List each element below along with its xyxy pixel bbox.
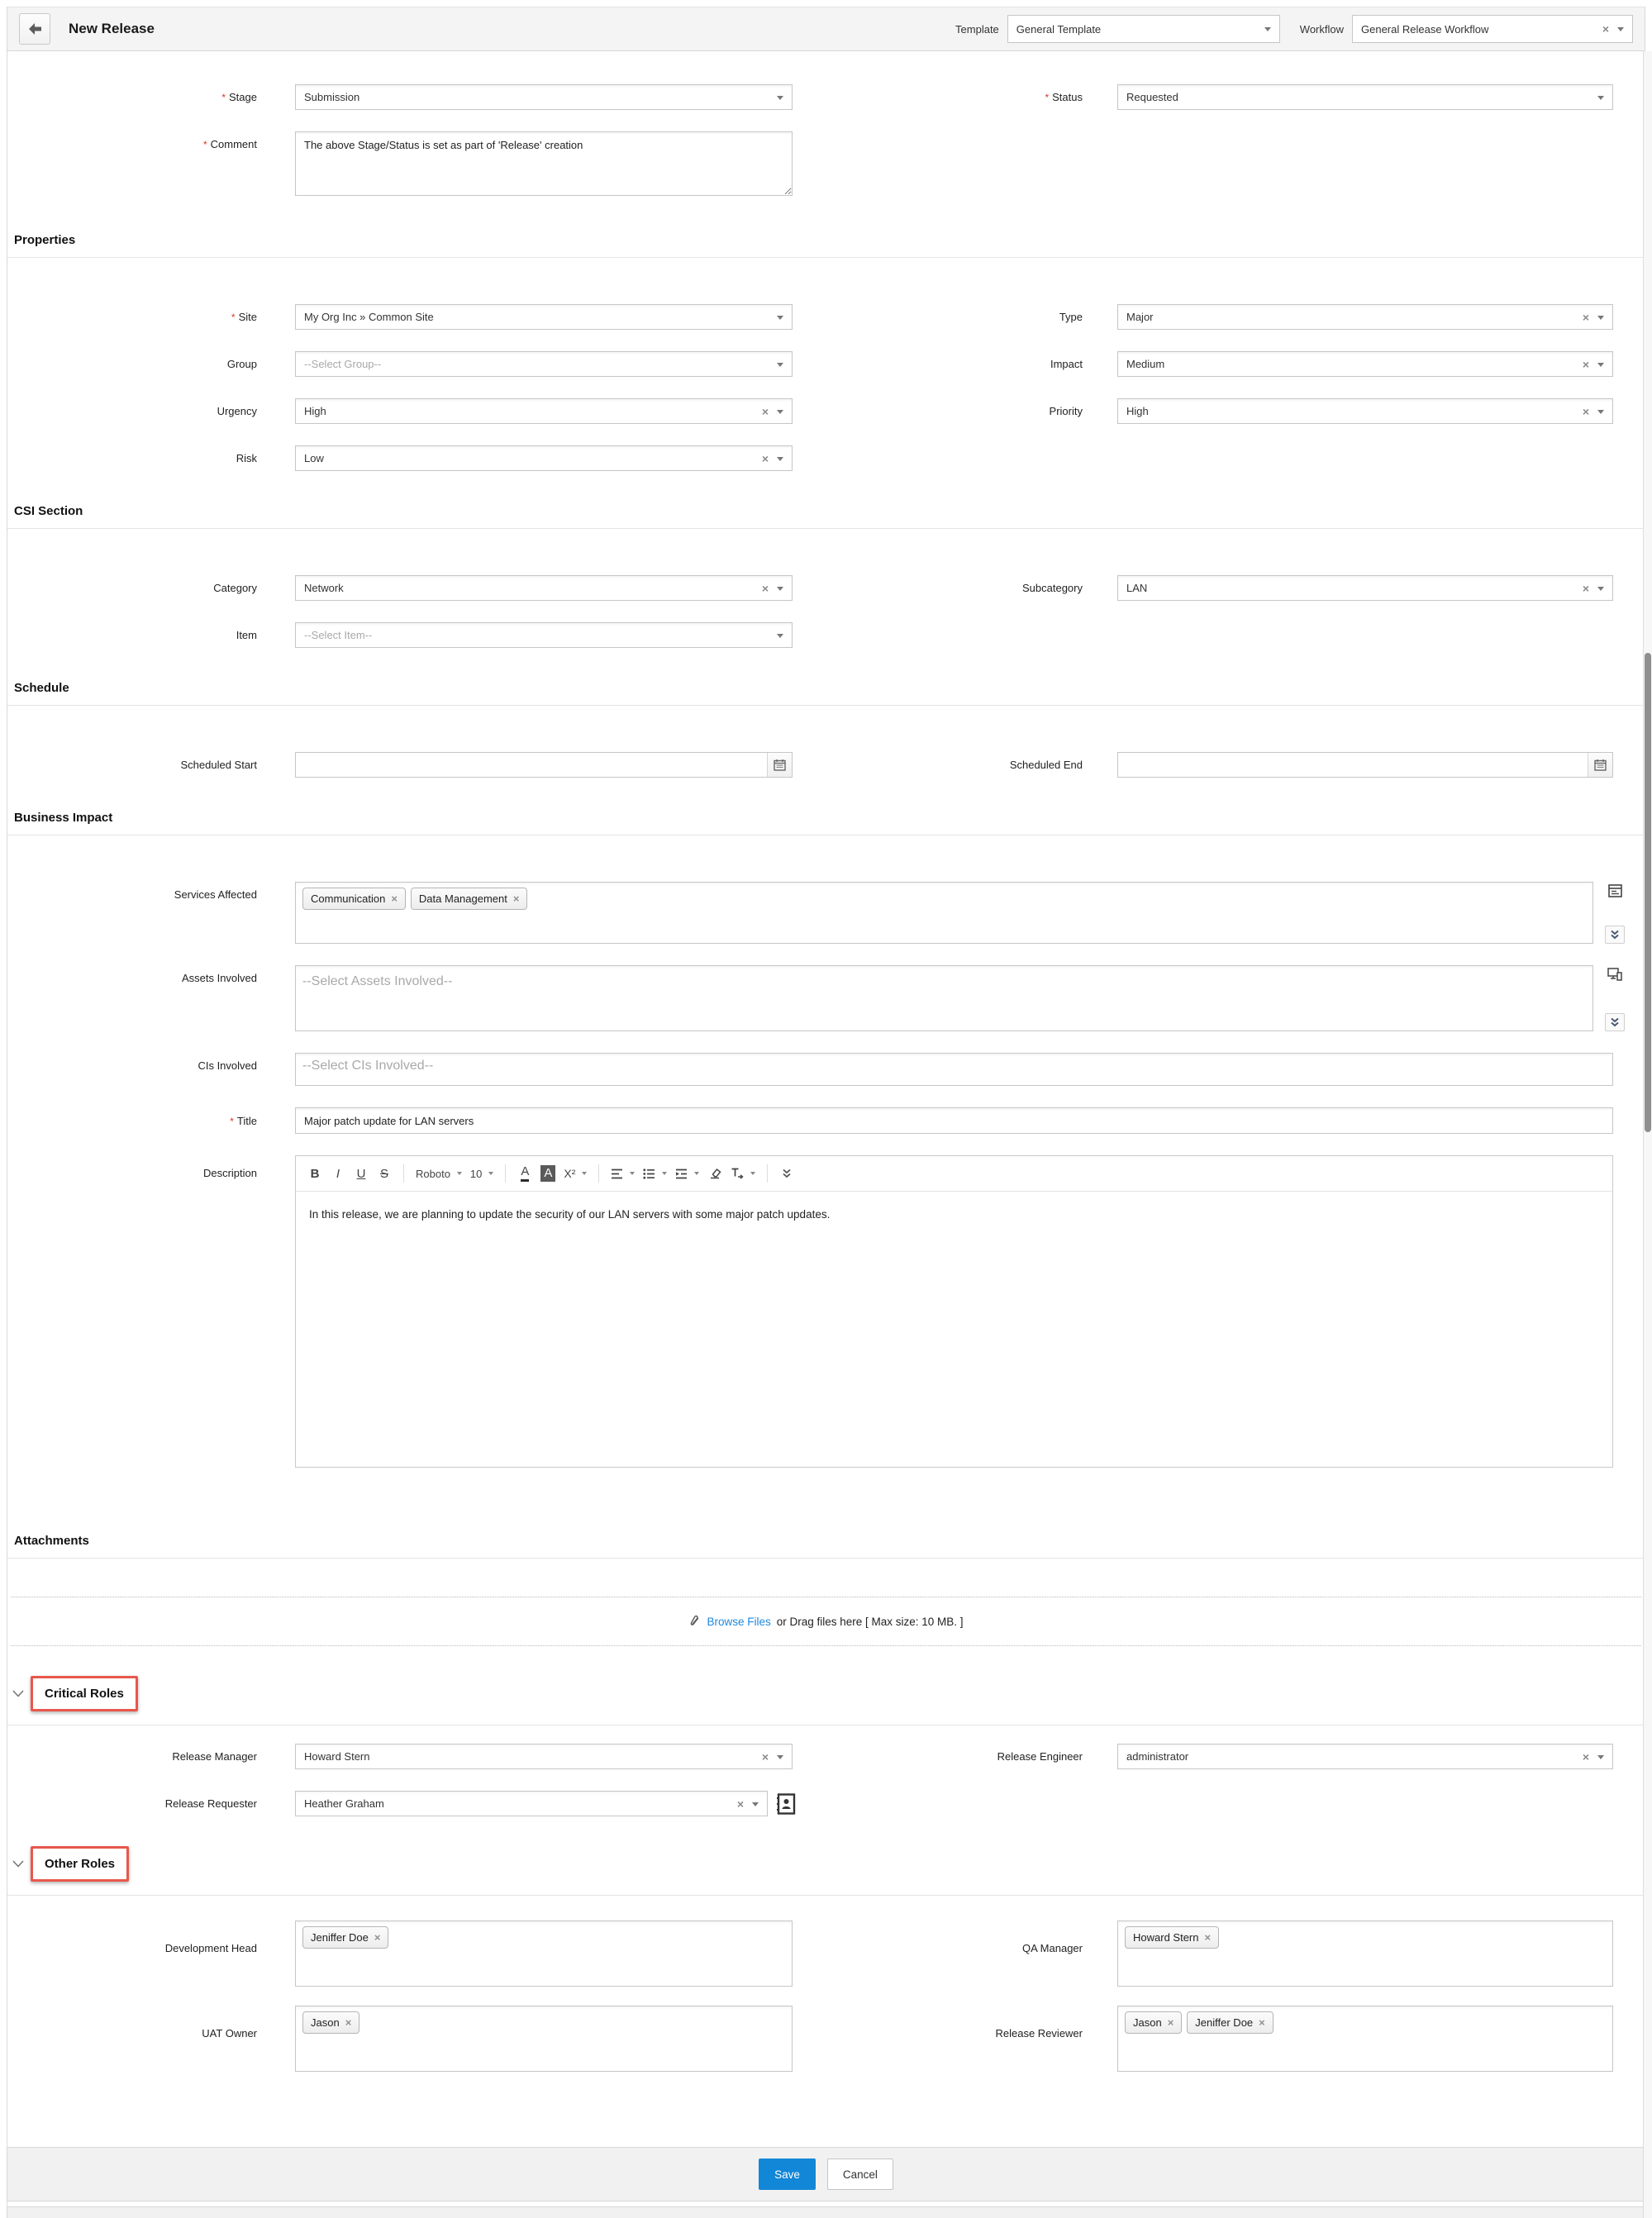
site-value: My Org Inc » Common Site (304, 311, 434, 323)
double-chevron-down-icon (782, 1168, 792, 1178)
text-direction-icon (731, 1168, 744, 1179)
devices-icon (1607, 968, 1622, 981)
workflow-value: General Release Workflow (1361, 22, 1489, 36)
align-icon (611, 1168, 623, 1179)
remove-chip-icon[interactable]: × (1259, 2016, 1265, 2029)
workflow-select[interactable] (1352, 15, 1633, 43)
chevron-down-icon (1597, 587, 1604, 591)
select-assets-button[interactable] (1605, 965, 1625, 983)
scheduled-end-field (1117, 752, 1613, 778)
calendar-icon (1594, 759, 1607, 771)
assets-placeholder: --Select Assets Involved-- (302, 974, 453, 988)
risk-row (7, 445, 1645, 471)
development-head-label: Development Head (164, 1942, 257, 1954)
scheduled-start-field (295, 752, 793, 778)
font-color-button[interactable]: A (514, 1163, 536, 1184)
font-family-dropdown[interactable]: Roboto (412, 1168, 465, 1180)
assets-involved-label: Assets Involved (181, 972, 257, 984)
risk-value: Low (304, 452, 324, 464)
chevron-down-icon (1264, 27, 1271, 31)
item-label: Item (236, 629, 257, 641)
subcategory-label: Subcategory (1022, 582, 1083, 594)
scheduled-end-calendar-button[interactable] (1588, 753, 1612, 777)
scheduled-end-label: Scheduled End (1009, 759, 1083, 771)
group-select[interactable] (295, 351, 793, 377)
stage-value: Submission (304, 91, 360, 103)
clear-icon[interactable]: × (1582, 581, 1589, 595)
more-tools-button[interactable] (776, 1163, 797, 1184)
subcategory-value: LAN (1126, 582, 1148, 594)
user-chip: Jason × (1125, 2011, 1182, 2034)
list-dropdown[interactable] (640, 1168, 670, 1179)
clear-icon[interactable]: × (761, 581, 769, 595)
clear-icon[interactable]: × (761, 404, 769, 418)
page-title: New Release (69, 21, 155, 36)
group-impact-row (7, 351, 1645, 377)
uat-owner-label: UAT Owner (202, 2027, 257, 2040)
chevron-down-icon (777, 1755, 783, 1759)
clear-icon[interactable]: × (1582, 357, 1589, 371)
section-divider (7, 1558, 1645, 1559)
chevron-down-icon (488, 1172, 493, 1175)
impact-select[interactable] (1117, 351, 1613, 377)
clear-format-button[interactable] (704, 1163, 726, 1184)
attachments-section-title: Attachments (14, 1534, 89, 1548)
site-type-row (7, 304, 1645, 330)
chevron-down-icon (750, 1172, 755, 1175)
devhead-qa-row (7, 1921, 1645, 1987)
uat-owner-box[interactable] (295, 2006, 793, 2072)
priority-label: Priority (1049, 405, 1083, 417)
section-divider (7, 257, 1645, 258)
clear-icon[interactable]: × (761, 1749, 769, 1763)
chevron-down-icon (777, 587, 783, 591)
type-select[interactable] (1117, 304, 1613, 330)
workflow-label: Workflow (1299, 22, 1344, 36)
chevron-down-icon (777, 363, 783, 367)
form-footer (7, 2147, 1645, 2201)
release-engineer-label: Release Engineer (997, 1750, 1083, 1763)
chevron-down-icon (1597, 96, 1604, 100)
release-requester-row (7, 1791, 1645, 1816)
remove-chip-icon[interactable]: × (1204, 1931, 1212, 1944)
chevron-down-icon (1617, 27, 1624, 31)
required-asterisk: * (231, 312, 236, 323)
highlight-color-button[interactable]: A (537, 1163, 559, 1184)
qa-manager-box[interactable] (1117, 1921, 1613, 1987)
cis-involved-row (7, 1053, 1645, 1086)
chevron-down-icon (630, 1172, 635, 1175)
release-requester-select[interactable] (295, 1791, 768, 1816)
required-asterisk: * (202, 139, 207, 150)
bullet-list-icon (643, 1168, 655, 1179)
release-engineer-value: administrator (1126, 1750, 1189, 1763)
collapse-chevron-icon[interactable] (12, 1690, 24, 1697)
clear-icon[interactable]: × (736, 1797, 744, 1811)
comment-row (7, 131, 1645, 200)
expand-services-button[interactable] (1605, 926, 1625, 944)
schedule-section-title: Schedule (14, 681, 69, 695)
italic-button[interactable]: I (336, 1166, 340, 1181)
user-chip: Jason × (302, 2011, 359, 2034)
chevron-down-icon (662, 1172, 667, 1175)
user-chip: Jeniffer Doe × (302, 1926, 388, 1949)
clear-icon[interactable]: × (1582, 404, 1589, 418)
description-content[interactable]: In this release, we are planning to update the security of our LAN servers with some major patch updates. (309, 1208, 831, 1221)
description-editor (295, 1155, 1613, 1468)
category-label: Category (213, 582, 257, 594)
services-affected-box[interactable] (295, 882, 1593, 944)
description-row (7, 1155, 1645, 1468)
scheduled-start-input[interactable] (296, 753, 767, 777)
assets-involved-box[interactable] (295, 965, 1593, 1031)
double-chevron-down-icon (1610, 930, 1620, 940)
other-roles-title-annotation: Other Roles (31, 1846, 129, 1882)
header-controls (935, 15, 1633, 43)
eraser-icon (709, 1168, 721, 1179)
urgency-select[interactable] (295, 398, 793, 424)
section-divider (7, 705, 1645, 706)
chevron-down-icon (777, 457, 783, 461)
service-chip: Data Management × (411, 888, 528, 910)
chevron-down-icon (777, 410, 783, 414)
group-placeholder: --Select Group-- (304, 358, 382, 370)
remove-chip-icon[interactable]: × (345, 2016, 352, 2029)
stage-label: * Stage (221, 91, 257, 103)
clear-icon[interactable]: × (1582, 1749, 1589, 1763)
header-bar (7, 7, 1645, 51)
section-divider (7, 528, 1645, 529)
paperclip-icon (688, 1615, 701, 1629)
scheduled-start-calendar-button[interactable] (767, 753, 792, 777)
services-affected-row (7, 882, 1645, 944)
toolbar-divider (505, 1164, 506, 1183)
chevron-down-icon (777, 634, 783, 638)
urgency-value: High (304, 405, 326, 417)
description-label: Description (202, 1167, 257, 1179)
release-manager-value: Howard Stern (304, 1750, 370, 1763)
toolbar-divider (403, 1164, 404, 1183)
chevron-down-icon (1597, 1755, 1604, 1759)
underline-button[interactable]: U (356, 1166, 366, 1181)
release-manager-engineer-row (7, 1744, 1645, 1769)
item-row (7, 622, 1645, 648)
back-button[interactable] (19, 13, 50, 45)
category-subcategory-row (7, 575, 1645, 601)
content-frame (7, 7, 1645, 2218)
cis-involved-label: CIs Involved (198, 1059, 257, 1072)
clear-icon[interactable]: × (1582, 310, 1589, 324)
release-requester-value: Heather Graham (304, 1797, 384, 1810)
font-size-dropdown[interactable]: 10 (467, 1168, 497, 1180)
comment-label: * Comment (202, 138, 257, 150)
release-reviewer-box[interactable] (1117, 2006, 1613, 2072)
group-label: Group (226, 358, 257, 370)
services-side-tools (1593, 882, 1630, 944)
section-divider (7, 1895, 1645, 1896)
text-direction-dropdown[interactable] (727, 1168, 759, 1179)
chevron-down-icon (1597, 410, 1604, 414)
indent-dropdown[interactable] (672, 1168, 702, 1179)
remove-chip-icon[interactable]: × (391, 892, 398, 905)
vertical-scrollbar[interactable] (1643, 51, 1652, 2218)
category-select[interactable] (295, 575, 793, 601)
risk-label: Risk (236, 452, 257, 464)
comment-textarea[interactable] (295, 131, 793, 196)
impact-label: Impact (1050, 358, 1083, 370)
chevron-down-icon (1597, 316, 1604, 320)
site-label: * Site (231, 311, 257, 323)
business-impact-section-title: Business Impact (14, 811, 113, 825)
priority-select[interactable] (1117, 398, 1613, 424)
item-placeholder: --Select Item-- (304, 629, 373, 641)
superscript-dropdown[interactable]: X² (560, 1167, 590, 1180)
select-services-button[interactable] (1605, 882, 1625, 900)
stage-status-block (7, 51, 1645, 200)
release-manager-label: Release Manager (172, 1750, 257, 1763)
user-chip: Jeniffer Doe × (1187, 2011, 1273, 2034)
chevron-down-icon (457, 1172, 462, 1175)
release-requester-label: Release Requester (164, 1797, 257, 1810)
priority-value: High (1126, 405, 1149, 417)
required-asterisk: * (221, 92, 226, 103)
bold-button[interactable]: B (310, 1166, 320, 1181)
editor-toolbar (296, 1156, 1612, 1192)
title-row (7, 1107, 1645, 1134)
clear-icon[interactable]: × (1602, 22, 1609, 36)
template-label: Template (955, 22, 999, 36)
site-select[interactable] (295, 304, 793, 330)
uat-reviewer-row (7, 2006, 1645, 2072)
assets-involved-row (7, 965, 1645, 1031)
impact-value: Medium (1126, 358, 1165, 370)
status-label: * Status (1045, 91, 1083, 103)
cis-placeholder: --Select CIs Involved-- (302, 1059, 434, 1073)
chevron-down-icon (777, 316, 783, 320)
qa-manager-label: QA Manager (1022, 1942, 1083, 1954)
release-manager-select[interactable] (295, 1744, 793, 1769)
template-select[interactable] (1007, 15, 1280, 43)
strikethrough-button[interactable]: S (379, 1166, 388, 1181)
release-reviewer-label: Release Reviewer (995, 2027, 1083, 2040)
type-label: Type (1059, 311, 1083, 323)
scheduled-end-input[interactable] (1118, 753, 1588, 777)
development-head-box[interactable] (295, 1921, 793, 1987)
remove-chip-icon[interactable]: × (1167, 2016, 1174, 2029)
services-affected-label: Services Affected (174, 888, 257, 901)
release-engineer-select[interactable] (1117, 1744, 1613, 1769)
other-roles-header (12, 1846, 1645, 1882)
status-select[interactable] (1117, 84, 1613, 110)
toolbar-divider (767, 1164, 768, 1183)
title-input[interactable] (295, 1107, 1613, 1134)
risk-select[interactable] (295, 445, 793, 471)
urgency-label: Urgency (217, 405, 257, 417)
chevron-down-icon (1597, 363, 1604, 367)
attachments-dropzone[interactable] (11, 1597, 1641, 1646)
scheduled-start-label: Scheduled Start (180, 759, 257, 771)
align-dropdown[interactable] (607, 1168, 638, 1179)
remove-chip-icon[interactable]: × (512, 892, 520, 905)
critical-roles-title-annotation: Critical Roles (31, 1676, 138, 1711)
double-chevron-down-icon (1610, 1017, 1620, 1027)
contact-book-icon[interactable] (776, 1793, 796, 1815)
item-select[interactable] (295, 622, 793, 648)
chevron-down-icon (752, 1802, 759, 1806)
back-arrow-icon (28, 22, 42, 36)
stage-status-row (7, 84, 1645, 110)
toolbar-divider (598, 1164, 599, 1183)
template-value: General Template (1016, 22, 1102, 36)
cancel-button[interactable]: Cancel (827, 2159, 893, 2190)
stage-select[interactable] (295, 84, 793, 110)
type-value: Major (1126, 311, 1154, 323)
user-chip: Howard Stern × (1125, 1926, 1219, 1949)
clear-icon[interactable]: × (761, 451, 769, 465)
chevron-down-icon (582, 1172, 587, 1175)
chevron-down-icon (777, 96, 783, 100)
service-chip: Communication × (302, 888, 406, 910)
chevron-down-icon (694, 1172, 699, 1175)
collapse-chevron-icon[interactable] (12, 1860, 24, 1868)
properties-section-title: Properties (14, 233, 76, 247)
calendar-icon (774, 759, 786, 771)
title-label: * Title (230, 1114, 257, 1127)
browse-files-link[interactable]: Browse Files (707, 1615, 771, 1628)
service-list-icon (1608, 884, 1622, 897)
urgency-priority-row (7, 398, 1645, 424)
critical-roles-header (12, 1676, 1645, 1711)
scrollbar-thumb[interactable] (1645, 653, 1651, 1132)
required-asterisk: * (230, 1115, 234, 1127)
required-asterisk: * (1045, 92, 1050, 103)
remove-chip-icon[interactable]: × (374, 1931, 381, 1944)
assets-side-tools (1593, 965, 1630, 1031)
save-button[interactable]: Save (759, 2159, 816, 2190)
bottom-bar (7, 2206, 1645, 2218)
drag-files-text: or Drag files here [ Max size: 10 MB. ] (776, 1615, 964, 1628)
subcategory-select[interactable] (1117, 575, 1613, 601)
indent-icon (675, 1168, 688, 1179)
expand-assets-button[interactable] (1605, 1013, 1625, 1031)
csi-section-title: CSI Section (14, 504, 83, 518)
schedule-row (7, 752, 1645, 778)
status-value: Requested (1126, 91, 1178, 103)
category-value: Network (304, 582, 344, 594)
cis-involved-box[interactable] (295, 1053, 1613, 1086)
